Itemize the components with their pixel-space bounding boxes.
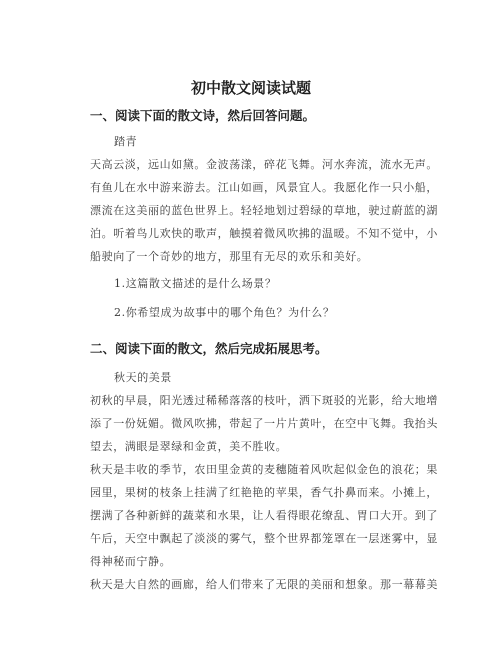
section-2-paragraph-line: 园里，果树的枝条上挂满了红艳艳的苹果，香气扑鼻而来。小摊上，	[90, 486, 438, 499]
section-2-paragraph-line: 秋天是大自然的画廊，给人们带来了无限的美丽和想象。那一幕幕美	[90, 578, 438, 591]
section-1-paragraph-line: 船驶向了一个奇妙的地方，那里有无尽的欢乐和美好。	[90, 250, 369, 263]
section-2-paragraph-line: 秋天是丰收的季节，农田里金黄的麦穗随着风吹起似金色的浪花；果	[90, 463, 438, 476]
section-2-heading: 二、阅读下面的散文，然后完成拓展思考。	[90, 341, 328, 356]
section-2-paragraph-line: 望去，满眼是翠绿和金黄，美不胜收。	[90, 440, 288, 453]
section-1-paragraph-line: 泊。听着鸟儿欢快的歌声，触摸着微风吹拂的温暖。不知不觉中，小	[90, 227, 438, 240]
section-2-paragraph-line: 摆满了各种新鲜的蔬菜和水果，让人看得眼花缭乱、胃口大开。到了	[90, 509, 438, 522]
question-1: 1.这篇散文描述的是什么场景？	[114, 277, 277, 290]
question-2: 2.你希望成为故事中的哪个角色？为什么？	[114, 306, 335, 319]
section-1-paragraph-line: 有鱼儿在水中游来游去。江山如画，风景宜人。我愿化作一只小船，	[90, 181, 438, 194]
section-2-subtitle: 秋天的美景	[114, 371, 172, 384]
page-title: 初中散文阅读试题	[190, 79, 311, 97]
section-1-subtitle: 踏青	[114, 135, 138, 148]
section-2-paragraph-line: 初秋的早晨，阳光透过稀稀落落的枝叶，洒下斑驳的光影，给大地增	[90, 394, 438, 407]
section-2-paragraph-line: 午后，天空中飘起了淡淡的雾气，整个世界都笼罩在一层迷雾中，显	[90, 532, 438, 545]
section-2-paragraph-line: 得神秘而宁静。	[90, 555, 172, 568]
section-1-heading: 一、阅读下面的散文诗，然后回答问题。	[90, 108, 316, 123]
section-2-paragraph-line: 添了一份妩媚。微风吹拂，带起了一片片黄叶，在空中飞舞。我抬头	[90, 417, 438, 430]
section-1-paragraph-line: 天高云淡，远山如黛。金波荡漾，碎花飞舞。河水奔流，流水无声。	[90, 158, 438, 171]
section-1-paragraph-line: 漂流在这美丽的蓝色世界上。轻轻地划过碧绿的草地，驶过蔚蓝的湖	[90, 204, 438, 217]
